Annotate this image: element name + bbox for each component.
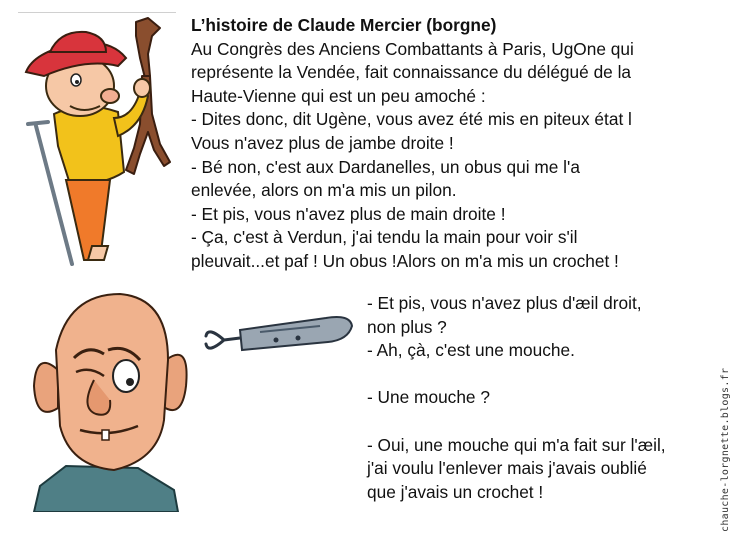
story-line: Au Congrès des Anciens Combattants à Paris, UgOne qui [191,38,634,59]
story-line: - Ça, c'est à Verdun, j'ai tendu la main pour voir s'il [191,227,578,248]
story-line: - Bé non, c'est aux Dardanelles, un obus qui me l'a [191,156,580,177]
reply-line: que j'avais un crochet ! [367,481,544,502]
story-text-block [191,14,726,274]
story-line: représente la Vendée, fait connaissance du délégué de la [191,62,632,83]
story-line: - Dites donc, dit Ugène, vous avez été mis en piteux état l [191,109,632,130]
reply-line [367,363,727,387]
reply-line: - Une mouche ? [367,387,490,408]
story-line: Vous n'avez plus de jambe droite ! [191,132,454,153]
face-illustration [18,290,198,512]
story-title: L’histoire de Claude Mercier (borgne) [191,15,497,35]
reply-line: - Oui, une mouche qui m'a fait sur l'æil, [367,434,666,455]
reply-text-block [367,292,727,504]
credit-watermark: chauche-lorgnette.blogs.fr [720,367,731,532]
reply-line: - Et pis, vous n'avez plus d'æil droit, [367,293,642,313]
reply-line: - Ah, çà, c'est une mouche. [367,340,575,361]
story-line: - Et pis, vous n'avez plus de main droite ! [191,203,506,224]
story-line: Haute-Vienne qui est un peu amoché : [191,85,486,106]
reply-line: j'ai voulu l'enlever mais j'avais oublié [367,458,647,479]
hook-arm-illustration [200,306,358,360]
reply-line: non plus ? [367,316,447,337]
top-divider [18,12,176,13]
reply-line [367,410,727,434]
story-line: enlevée, alors on m'a mis un pilon. [191,180,457,201]
veteran-illustration [14,14,184,276]
story-line: pleuvait...et paf ! Un obus !Alors on m'a mis un crochet ! [191,250,619,271]
